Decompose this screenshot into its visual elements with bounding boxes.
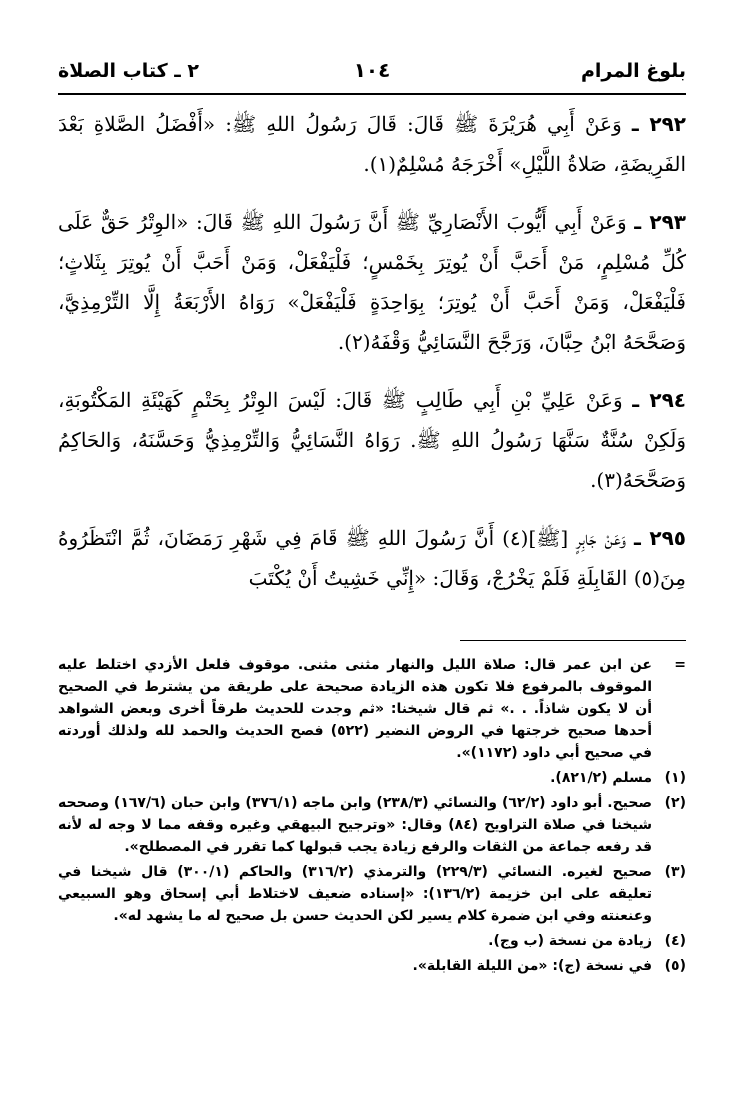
hadith-number: ٢٩٣ ـ	[634, 210, 686, 234]
hadith-293	[58, 202, 686, 362]
footnote-text: عن ابن عمر قال: صلاة الليل والنهار مثنى مثنى. موقوف فلعل الأزدي اختلط عليه الموقوف بالمرفوع فلا تكون هذه الزيادة صحيحة على طريقة من يشترط في الصحيح أن لا يكون شاذاً. . .» ثم قال شيخنا: «ثم وجدت للحديث طرقاً أخرى وبعض الشواهد أحدها صحيح خرجتها في الروض النضير (٥٢٢) فصح الحديث والحمد لله ولذلك أوردته في صحيح أبي داود (١١٧٢)».	[58, 657, 652, 761]
footnote-5	[58, 955, 686, 977]
hadith-text: وَعَنْ جَابِرٍ [ﷺ](٤) أَنَّ رَسُولَ اللهِ ﷺ قَامَ فِي شَهْرِ رَمَضَانَ، ثُمَّ انْتَظَرُوهُ مِنَ(٥) القَابِلَةِ فَلَمْ يَخْرُجْ، وَقَالَ: «إِنِّي خَشِيتُ أَنْ يُكْتَبَ	[58, 526, 686, 590]
footnote-2	[58, 792, 686, 858]
footnotes	[58, 654, 686, 980]
footnote-text: صحيح لغيره. النسائي (٢٢٩/٣) والترمذي (٣١٦/٢) والحاكم (٣٠٠/١) قال شيخنا في تعليقه على ابن خزيمة (١٣٦/٢): «إسناده ضعيف لاختلاط أبي إسحاق وهو السبيعي وعنعنته وفي ابن ضمرة كلام يسير لكن الحديث حسن بل صحيح له ما يشهد له».	[58, 864, 653, 924]
hadith-text: وَعَنْ عَلِيِّ بْنِ أَبِي طَالِبٍ ﷺ قَالَ: لَيْسَ الوِتْرُ بِحَتْمٍ كَهَيْئَةِ المَكْتُوبَةِ، وَلَكِنْ سُنَّةٌ سَنَّهَا رَسُولُ اللهِ ﷺ. رَوَاهُ النَّسَائِيُّ وَالتِّرْمِذِيُّ وَحَسَّنَهُ، وَالحَاكِمُ وَصَحَّحَهُ(٣).	[58, 388, 686, 492]
footnote-text: صحيح. أبو داود (٦٢/٢) والنسائي (٢٣٨/٣) وابن ماجه (٣٧٦/١) وابن حبان (١٦٧/٦) وصححه شيخنا في صلاة التراويح (٨٤) وقال: «وترجيح البيهقي وغيره وقفه مما لا وجه له لأنه قد رفعه جماعة من الثقات والرفع زيادة يجب قبولها كما تقرر في المصطلح».	[58, 795, 652, 855]
hadith-text: وَعَنْ أَبِي أَيُّوبَ الأَنْصَارِيِّ ﷺ أَنَّ رَسُولَ اللهِ ﷺ قَالَ: «الوِتْرُ حَقٌّ عَلَى كُلِّ مُسْلِمٍ، مَنْ أَحَبَّ أَنْ يُوتِرَ بِخَمْسٍ؛ فَلْيَفْعَلْ، وَمَنْ أَحَبَّ أَنْ يُوتِرَ بِثَلاثٍ؛ فَلْيَفْعَلْ، وَمَنْ أَحَبَّ أَنْ يُوتِرَ؛ بِوَاحِدَةٍ فَلْيَفْعَلْ» رَوَاهُ الأَرْبَعَةُ إِلَّا التِّرْمِذِيَّ، وَصَحَّحَهُ ابْنُ حِبَّانَ، وَرَجَّحَ النَّسَائِيُّ وَقْفَهُ(٢).	[58, 210, 686, 354]
footnote-marker: (١)	[664, 770, 686, 786]
footnote-text: زيادة من نسخة (ب وج).	[488, 933, 652, 949]
footnote-text: في نسخة (ج): «من الليلة القابلة».	[412, 958, 652, 974]
footnote-text: مسلم (٨٢١/٢).	[550, 770, 652, 786]
hadith-295	[58, 518, 686, 598]
hadith-number: ٢٩٢ ـ	[631, 112, 687, 136]
footnote-marker: (٣)	[664, 864, 686, 880]
hadith-number: ٢٩٥ ـ	[633, 526, 687, 550]
footnote-4	[58, 930, 686, 952]
hadith-number: ٢٩٤ ـ	[632, 388, 686, 412]
hadith-294	[58, 380, 686, 500]
footnote-marker: (٤)	[664, 933, 686, 949]
page-number: ١٠٤	[353, 58, 391, 82]
footnote-marker: (٢)	[664, 795, 686, 811]
footnote-marker: =	[674, 657, 686, 673]
hadith-text: وَعَنْ أَبِي هُرَيْرَةَ ﷺ قَالَ: قَالَ رَسُولُ اللهِ ﷺ: «أَفْضَلُ الصَّلاةِ بَعْدَ الفَرِيضَةِ، صَلاةُ اللَّيْلِ» أَخْرَجَهُ مُسْلِمٌ(١).	[58, 112, 686, 176]
footnote-marker: (٥)	[664, 958, 686, 974]
book-title: بلوغ المرام	[580, 60, 686, 82]
hadith-list	[58, 104, 686, 616]
hadith-292	[58, 104, 686, 184]
footnote-1	[58, 767, 686, 789]
footnote-3	[58, 861, 686, 927]
footnote-continued	[58, 654, 686, 764]
running-header	[58, 52, 686, 92]
header-divider	[58, 93, 686, 95]
footnote-divider	[460, 640, 686, 641]
chapter-title: ٢ ـ كتاب الصلاة	[58, 60, 199, 82]
